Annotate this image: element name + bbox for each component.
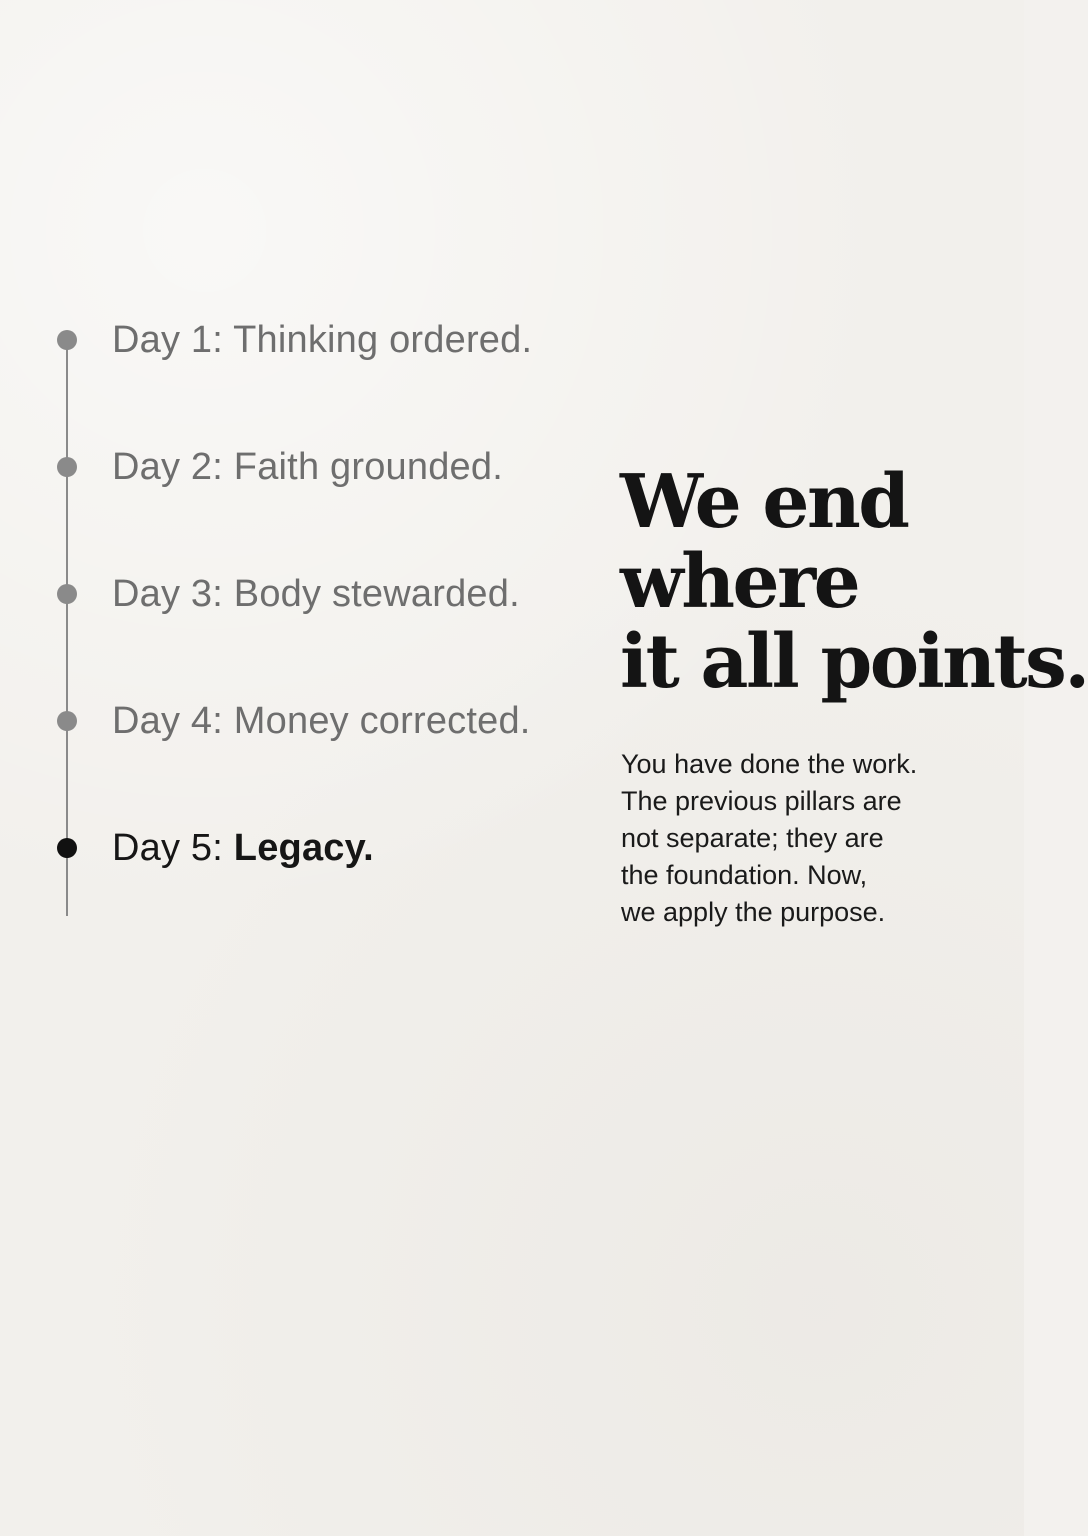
timeline-label <box>112 697 531 745</box>
day-timeline <box>0 0 600 1000</box>
body-line: The previous pillars are <box>621 786 902 816</box>
body-line: not separate; they are <box>621 823 884 853</box>
timeline-item-day-5 <box>0 824 600 874</box>
timeline-label <box>112 824 374 872</box>
body-line: the foundation. Now, <box>621 860 868 890</box>
timeline-label <box>112 570 520 618</box>
timeline-item-day-1 <box>0 316 600 366</box>
timeline-prefix: Day 4: <box>112 700 224 742</box>
timeline-prefix: Day 2: <box>112 446 224 488</box>
headline-line: where <box>620 539 859 625</box>
timeline-detail: Faith grounded. <box>233 446 503 488</box>
body-line: we apply the purpose. <box>621 897 886 927</box>
timeline-detail: Body stewarded. <box>233 573 520 615</box>
headline <box>620 459 1088 705</box>
timeline-item-day-4 <box>0 697 600 747</box>
headline-line: it all points. <box>620 619 1088 705</box>
headline-line: We end <box>620 459 908 545</box>
timeline-label <box>112 443 503 491</box>
body-line: You have done the work. <box>621 749 918 779</box>
timeline-dot <box>57 330 77 350</box>
timeline-detail: Thinking ordered. <box>233 319 533 361</box>
timeline-item-day-3 <box>0 570 600 620</box>
timeline-label <box>112 316 532 364</box>
timeline-item-day-2 <box>0 443 600 493</box>
timeline-dot-active <box>57 838 77 858</box>
timeline-prefix: Day 5: <box>112 827 224 869</box>
timeline-dot <box>57 584 77 604</box>
timeline-detail: Legacy. <box>233 827 374 869</box>
timeline-dot <box>57 457 77 477</box>
timeline-detail: Money corrected. <box>233 700 531 742</box>
body-copy <box>621 746 1001 931</box>
timeline-prefix: Day 3: <box>112 573 224 615</box>
timeline-prefix: Day 1: <box>112 319 224 361</box>
timeline-dot <box>57 711 77 731</box>
